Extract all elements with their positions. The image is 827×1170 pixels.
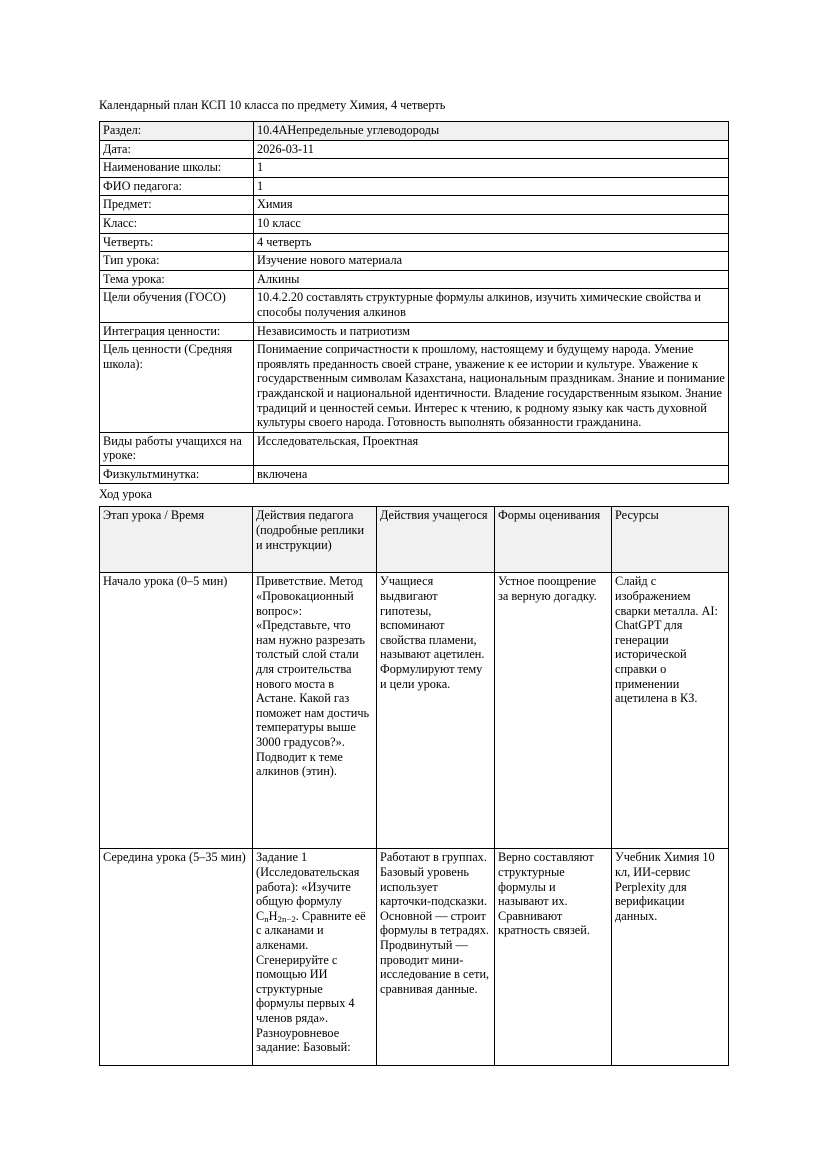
info-value: 1 xyxy=(254,159,729,178)
info-label: Дата: xyxy=(100,140,254,159)
table-row xyxy=(100,140,729,159)
cell-assessment-forms: Устное поощрение за верную догадку. xyxy=(495,573,612,849)
info-value: Изучение нового материала xyxy=(254,252,729,271)
info-value: Химия xyxy=(254,196,729,215)
page-title: Календарный план КСП 10 класса по предмету Химия, 4 четверть xyxy=(99,98,446,112)
lesson-flow-header xyxy=(100,507,729,573)
table-row xyxy=(100,289,729,322)
cell-assessment-forms: Верно составляют структурные формулы и называют их. Сравнивают кратность связей. xyxy=(495,849,612,1066)
column-header-student-actions: Действия учащегося xyxy=(377,507,495,573)
info-value: 10 класс xyxy=(254,214,729,233)
info-label: Тип урока: xyxy=(100,252,254,271)
cell-stage: Начало урока (0–5 мин) xyxy=(100,573,253,849)
formula-subscript-2n-2: 2n−2 xyxy=(277,914,296,925)
table-row xyxy=(100,196,729,215)
info-value: 4 четверть xyxy=(254,233,729,252)
table-row xyxy=(100,159,729,178)
info-label: Цели обучения (ГОСО) xyxy=(100,289,254,322)
info-label: Раздел: xyxy=(100,122,254,141)
info-value: 10.4.2.20 составлять структурные формулы алкинов, изучить химические свойства и способы получения алкинов xyxy=(254,289,729,322)
info-label: Четверть: xyxy=(100,233,254,252)
table-row xyxy=(100,465,729,484)
cell-resources: Учебник Химия 10 кл, ИИ-сервис Perplexity для верификации данных. xyxy=(612,849,729,1066)
cell-student-actions: Работают в группах. Базовый уровень использует карточки-подсказки. Основной — строит формулы в тетрадях. Продвинутый — проводит мини-исследование в сети, сравнивая данные. xyxy=(377,849,495,1066)
lesson-flow-heading: Ход урока xyxy=(99,487,152,502)
cell-student-actions: Учащиеся выдвигают гипотезы, вспоминают свойства пламени, называют ацетилен. Формулируют тему и цели урока. xyxy=(377,573,495,849)
table-row xyxy=(100,270,729,289)
info-label: Цель ценности (Средняя школа): xyxy=(100,341,254,433)
lesson-info-body xyxy=(100,122,729,484)
column-header-teacher-actions: Действия педагога (подробные реплики и инструкции) xyxy=(253,507,377,573)
table-row xyxy=(100,849,729,1066)
formula-element-h: H xyxy=(268,908,278,923)
info-value: 1 xyxy=(254,177,729,196)
lesson-info-table xyxy=(99,121,729,484)
info-value: 10.4АНепредельные углеводороды xyxy=(254,122,729,141)
info-label: Интеграция ценности: xyxy=(100,322,254,341)
lesson-flow-table xyxy=(99,506,729,1066)
lesson-flow-body xyxy=(100,573,729,1066)
info-label: Наименование школы: xyxy=(100,159,254,178)
column-header-resources: Ресурсы xyxy=(612,507,729,573)
cell-stage: Середина урока (5–35 мин) xyxy=(100,849,253,1066)
table-row xyxy=(100,341,729,433)
cell-teacher-actions xyxy=(253,849,377,1066)
table-header-row xyxy=(100,507,729,573)
info-label: ФИО педагога: xyxy=(100,177,254,196)
table-row xyxy=(100,122,729,141)
cell-teacher-actions: Приветствие. Метод «Провокационный вопрос»: «Представьте, что нам нужно разрезать толстый слой стали для строительства нового моста в Астане. Какой газ поможет нам достичь температуры выше 3000 градусов?». Подводит к теме алкинов (этин). xyxy=(253,573,377,849)
table-row xyxy=(100,233,729,252)
info-value: Независимость и патриотизм xyxy=(254,322,729,341)
teacher-text-after-formula: . Сравните её с алканами и алкенами. Сгенерируйте с помощью ИИ структурные формулы первых 4 членов ряда». Разноуровневое задание: Базовый: xyxy=(256,908,366,1055)
teacher-text-before-formula: Задание 1 (Исследовательская работа): «Изучите общую формулу C xyxy=(256,850,360,923)
column-header-assessment-forms: Формы оценивания xyxy=(495,507,612,573)
info-label: Виды работы учащихся на уроке: xyxy=(100,432,254,465)
info-label: Класс: xyxy=(100,214,254,233)
info-label: Тема урока: xyxy=(100,270,254,289)
info-label: Физкультминутка: xyxy=(100,465,254,484)
info-value: Понимаение сопричастности к прошлому, настоящему и будущему народа. Умение проявлять преданность своей стране, уважение к ее истории и культуре. Уважение к государственным символам Казахстана, национальным праздникам. Знание и понимание гражданской и национальной идентичности. Владение государственным языком. Знание традиций и ценностей семьи. Интерес к чтению, к родному языку как часть духовной культуры своего народа. Готовность выполнять обязанности гражданина. xyxy=(254,341,729,433)
formula-subscript-n: n xyxy=(264,914,269,925)
info-value: включена xyxy=(254,465,729,484)
table-row xyxy=(100,432,729,465)
info-value: Исследовательская, Проектная xyxy=(254,432,729,465)
table-row xyxy=(100,322,729,341)
table-row xyxy=(100,177,729,196)
cell-resources: Слайд с изображением сварки металла. AI: ChatGPT для генерации исторической справки о применении ацетилена в КЗ. xyxy=(612,573,729,849)
table-row xyxy=(100,573,729,849)
info-value: 2026-03-11 xyxy=(254,140,729,159)
table-row xyxy=(100,252,729,271)
table-row xyxy=(100,214,729,233)
document-content xyxy=(99,98,728,1066)
info-value: Алкины xyxy=(254,270,729,289)
info-label: Предмет: xyxy=(100,196,254,215)
column-header-stage: Этап урока / Время xyxy=(100,507,253,573)
